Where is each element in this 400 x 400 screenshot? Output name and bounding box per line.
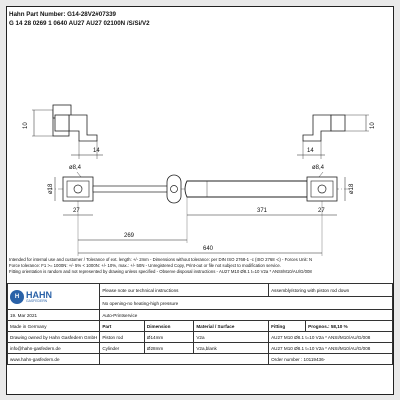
made-in-cell: Made in Germany [8, 321, 100, 332]
logo-cell [8, 284, 100, 310]
date-cell: 19. Mar 2021 [8, 310, 100, 321]
col-dimension: Dimension [144, 321, 193, 332]
dim-label: 27 [73, 208, 80, 214]
col-part: Part [100, 321, 145, 332]
empty-cell [100, 354, 269, 365]
note-line: Intended for internal use and customer / Tolerance of ext. length: +/- 2mm - Dimensions without tolerance: per DIN ISO 2768-1 -c (ISO 2768 -c) - Forces Unit: N [9, 257, 313, 262]
dim-label: 14 [93, 148, 100, 154]
top-left-profile [55, 115, 97, 141]
part-number: Hahn Part Number: G14-28V2#07339 [9, 11, 116, 18]
title-block [7, 283, 393, 365]
dim-label: 27 [318, 208, 325, 214]
table-cell: Ø14mm [144, 332, 193, 343]
part-code: G 14 28 0269 1 0640 AU27 AU27 02100N /S/Si/V2 [9, 20, 150, 27]
hahn-logo: H HAHN GASFEDERN [10, 290, 97, 304]
dim-label: 640 [203, 246, 214, 252]
order-number-cell: Order number : 10119436- [269, 354, 393, 365]
drawn-by-cell: Drawing owned by Hahn Gasfedern GmbH [8, 332, 100, 343]
table-cell: Piston rod [100, 332, 145, 343]
dim-label: ø18 [349, 183, 355, 194]
dim-label: 269 [124, 233, 135, 239]
table-cell: AU27 M10 Ø8.1 t=10 V2a * ANSI/M10/AU/G/008 [269, 332, 393, 343]
email-cell[interactable]: info@hahn-gasfedern.de [8, 343, 100, 354]
note-line: Fitting orientation is random and not represented by drawing unless specified - Observe disposal instructions - AU27 M10 Ø8.1 t=10 V2a * ANSI/M10/AU/G/008 [9, 269, 312, 274]
hahn-logo-icon: H [10, 290, 24, 304]
dim-label: 371 [257, 208, 268, 214]
table-cell: AU27 M10 Ø8.1 t=10 V2a * ANSI/M10/AU/G/008 [269, 343, 393, 354]
dim-label: ø8,4 [312, 165, 325, 171]
dim-label: ø8,4 [69, 165, 82, 171]
gas-spring-side-view [47, 175, 353, 203]
drawing-sheet [6, 6, 394, 395]
dim-label: 10 [23, 122, 29, 129]
dim-label: ø18 [48, 183, 54, 194]
instructions-cell: Please note our technical instructions [100, 284, 269, 297]
col-prognosis: Prognos.: 58,10 % [306, 321, 393, 332]
table-cell: Cylinder [100, 343, 145, 354]
pressure-cell: No opening-no heating-high pressure [100, 297, 393, 310]
col-fitting: Fitting [269, 321, 306, 332]
note-line: Force tolerance: F1 >= 1000N: +/- 5% < 1000N: +/- 10%, max.: +/- 50N - Unregistered Copy, Print-out or file not subject to modification service. [9, 263, 281, 268]
assembly-cell: Assembly/storing with piston rod down [269, 284, 393, 297]
dim-label: 10 [370, 122, 376, 129]
table-cell: V2a,blank [194, 343, 269, 354]
print-service-cell: Auto-Printservice [100, 310, 393, 321]
col-material: Material / Surface [194, 321, 269, 332]
table-cell: Ø28mm [144, 343, 193, 354]
dim-label: 14 [307, 148, 314, 154]
website-cell[interactable]: www.hahn-gasfedern.de [8, 354, 100, 365]
technical-drawing [7, 7, 393, 259]
table-cell: V2a [194, 332, 269, 343]
